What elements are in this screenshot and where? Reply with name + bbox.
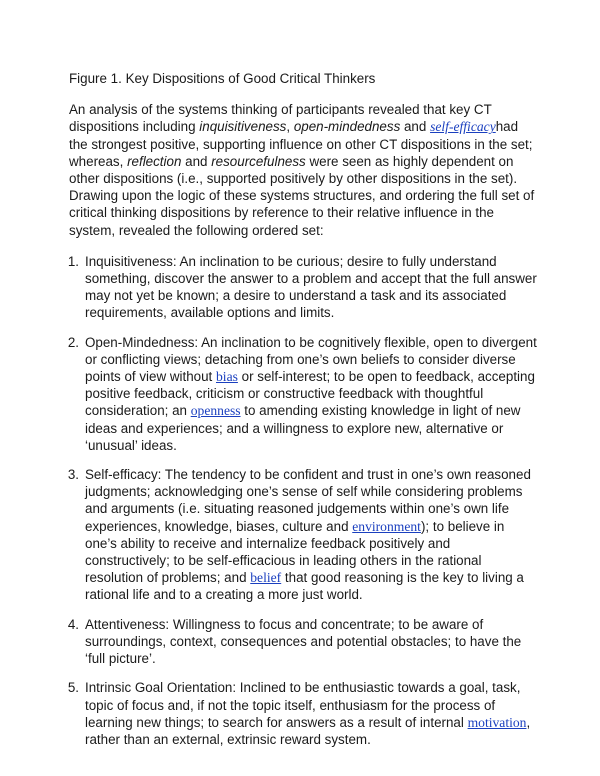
- intro-text: ,: [286, 119, 294, 135]
- list-number: 3.: [67, 467, 79, 483]
- item-text: Self-efficacy: The tendency to be confident and trust in one’s own reasoned judgments; acknowledging one’s sense of self while considering problems and arguments (i.e. situating reasoned judgements within one’s own life experiences, knowledge, biases, culture and: [85, 467, 531, 534]
- intro-text: and: [181, 153, 212, 169]
- list-number: 2.: [67, 334, 79, 350]
- self-efficacy-link[interactable]: self-efficacy: [430, 119, 496, 135]
- intro-term-resourcefulness: resourcefulness: [211, 153, 306, 169]
- item-text: ); to believe in one’s ability to receive and internalize feedback positively and constructively; to be self-efficacious in leading others in the rational resolution of problems; and: [85, 518, 505, 586]
- item-text: Inquisitiveness: An inclination to be curious; desire to fully understand something, discover the answer to a problem and accept that the full answer may not yet be known; a desire to understand a task and its associated requirements, available options and limits.: [85, 253, 537, 321]
- intro-text: had the strongest positive, supporting influence on other CT dispositions in the set; whereas,: [69, 119, 533, 169]
- item-text: Open-Mindedness: An inclination to be cognitively flexible, open to divergent or conflicting views; detaching from one’s own beliefs to consider diverse points of view without: [85, 334, 537, 385]
- document-page: [69, 70, 537, 760]
- list-item-self-efficacy: [69, 466, 537, 604]
- list-number: 5.: [67, 680, 79, 696]
- list-item-open-mindedness: [69, 334, 537, 454]
- figure-title: Figure 1. Key Dispositions of Good Critical Thinkers: [69, 71, 376, 86]
- openness-link[interactable]: openness: [190, 403, 241, 419]
- item-text: , rather than an external, extrinsic reward system.: [85, 714, 531, 747]
- environment-link[interactable]: environment: [352, 518, 421, 534]
- bias-link[interactable]: bias: [216, 369, 238, 385]
- item-text: or self-interest; to be open to feedback, accepting positive feedback, criticism or constructive feedback with thoughtful consideration; an: [85, 369, 535, 419]
- intro-text: An analysis of the systems thinking of participants revealed that key CT dispositions including: [69, 102, 492, 135]
- list-item-attentiveness: [69, 616, 537, 668]
- item-text: Intrinsic Goal Orientation: Inclined to be enthusiastic towards a goal, task, topic of focus and, if not the topic itself, enthusiasm for the process of learning new things; to search for answers as a result of internal: [85, 680, 521, 730]
- dispositions-list: [69, 253, 537, 748]
- item-text: Attentiveness: Willingness to focus and concentrate; to be aware of surroundings, context, consequences and potential obstacles; to have the ‘full picture’.: [85, 616, 522, 667]
- list-item-inquisitiveness: [69, 253, 537, 322]
- intro-text: and: [400, 119, 431, 135]
- belief-link[interactable]: belief: [250, 570, 282, 586]
- motivation-link[interactable]: motivation: [467, 714, 527, 730]
- item-text: that good reasoning is the key to living a rational life and to a creating a more just world.: [85, 570, 524, 603]
- intro-term-inquisitiveness: inquisitiveness: [199, 119, 287, 135]
- item-text: to amending existing knowledge in light of new ideas and experiences; and a willingness to explore new, alternative or ‘unusual’ ideas.: [85, 403, 521, 453]
- list-number: 4.: [67, 616, 79, 632]
- intro-paragraph: [69, 101, 537, 239]
- list-item-intrinsic-goal-orientation: [69, 679, 537, 748]
- intro-text: were seen as highly dependent on other dispositions (i.e., supported positively by other dispositions in the set). Drawing upon the logic of these systems structures, and ordering the full set of critical thinking dispositions by reference to their relative influence in the system, revealed the following ordered set:: [69, 153, 535, 238]
- intro-term-reflection: reflection: [127, 153, 182, 169]
- list-number: 1.: [67, 253, 79, 269]
- intro-term-open-mindedness: open-mindedness: [293, 119, 401, 135]
